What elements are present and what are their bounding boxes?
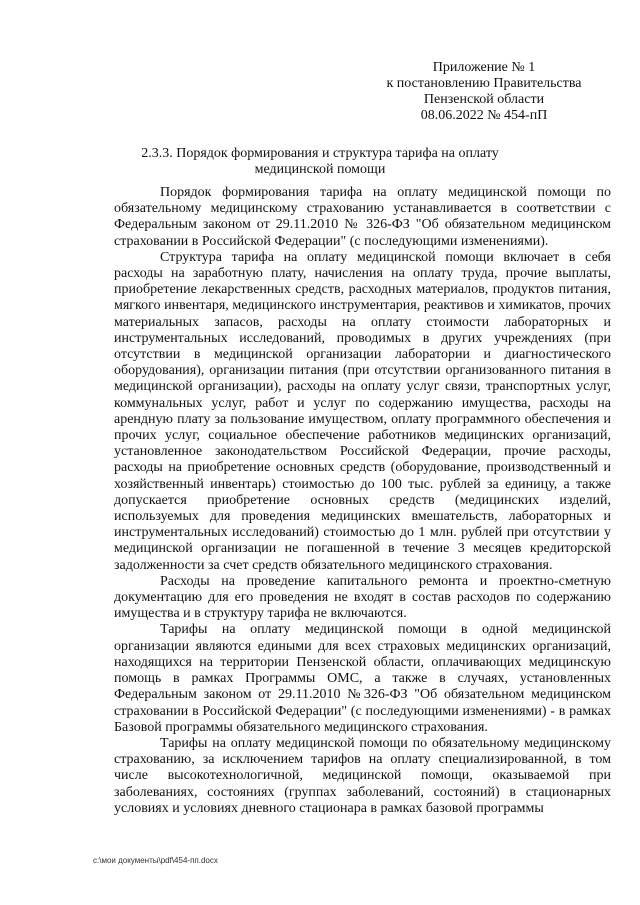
appendix-date-number: 08.06.2022 № 454-пП xyxy=(420,108,548,123)
file-path-footer: c:\мои документы\pdf\454-пп.docx xyxy=(93,856,218,865)
section-heading-line-1: 2.3.3. Порядок формирования и структура тарифа на оплату xyxy=(141,146,499,161)
paragraph: Тарифы на оплату медицинской помощи в одной медицинской организации являются едиными для всех страховых медицинских организаций, находящихся на территории Пензенской области, оплачивающих медицинскую помощь в рамках Программы ОМС, а также в случаях, установленных Федеральным законом от 29.11.2010 №326-ФЗ "Об обязательном медицинском страховании в Российской Федерации" (с последующими изменениями) - в рамках Базовой программы обязательного медицинского страхования. xyxy=(114,622,611,735)
paragraph: Порядок формирования тарифа на оплату медицинской помощи по обязательному медицинскому страхованию устанавливается в соответствии с Федеральным законом от 29.11.2010 № 326-ФЗ "Об обязательном медицинском страховании в Российской Федерации" (с последующими изменениями). xyxy=(114,185,611,249)
appendix-block xyxy=(334,60,594,124)
paragraph: Тарифы на оплату медицинской помощи по обязательному медицинскому страхованию, за исключением тарифов на оплату специализированной, в том числе высокотехнологичной, медицинской помощи, оказываемой при заболеваниях, состояниях (группах заболеваний, состояний) в стационарных условиях и условиях дневного стационара в рамках базовой программы xyxy=(114,735,611,816)
paragraph: Расходы на проведение капитального ремонта и проектно-сметную документацию для его проведения не входят в состав расходов по содержанию имущества и в структуру тарифа не включаются. xyxy=(114,573,611,622)
paragraph: Структура тарифа на оплату медицинской помощи включает в себя расходы на заработную плату, начисления на оплату труда, прочие выплаты, приобретение лекарственных средств, расходных материалов, продуктов питания, мягкого инвентаря, медицинского инструментария, реактивов и химикатов, прочих материальных запасов, расходы на оплату стоимости лабораторных и инструментальных исследований, проводимых в других учреждениях (при отсутствии в медицинской организации лаборатории и диагностического оборудования), организации питания (при отсутствии организованного питания в медицинской организации), расходы на оплату услуг связи, транспортных услуг, коммунальных услуг, работ и услуг по содержанию имущества, расходы на арендную плату за пользование имуществом, оплату программного обеспечения и прочих услуг, социальное обеспечение работников медицинских организаций, установленное законодательством Российской Федерации, прочие расходы, расходы на приобретение основных средств (оборудование, производственный и хозяйственный инвентарь) стоимостью до 100 тыс. рублей за единицу, а также допускается приобретение основных средств (медицинских изделий, используемых для проведения медицинских вмешательств, лабораторных и инструментальных исследований) стоимостью до 1 млн. рублей при отсутствии у медицинской организации не погашенной в течение 3 месяцев кредиторской задолженности за счет средств обязательного медицинского страхования. xyxy=(114,249,611,573)
appendix-region: Пензенской области xyxy=(423,92,545,107)
appendix-title: Приложение № 1 xyxy=(432,60,536,75)
section-heading-line-2: медицинской помощи xyxy=(254,162,386,177)
appendix-reference: к постановлению Правительства xyxy=(386,76,582,91)
section-heading xyxy=(110,146,530,178)
document-body xyxy=(114,185,611,817)
